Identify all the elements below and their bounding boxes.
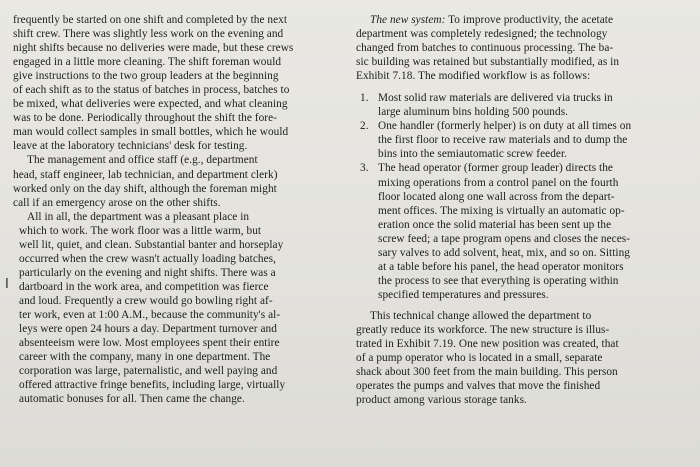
text-line: was to be done. Periodically throughout the shift the fore- bbox=[13, 112, 277, 125]
text-line: Most solid raw materials are delivered via trucks in bbox=[378, 92, 613, 105]
text-line: specified temperatures and pressures. bbox=[378, 288, 549, 301]
text-line: floor located along one wall across from the depart- bbox=[378, 190, 615, 203]
margin-pen-mark: I bbox=[5, 277, 9, 292]
text-line: head, staff engineer, lab technician, and department clerk) bbox=[13, 168, 278, 181]
text-line: of a pump operator who is located in a small, separate bbox=[356, 352, 603, 365]
text-line: operates the pumps and valves that move the finished bbox=[356, 380, 601, 393]
text-line: shift crew. There was slightly less work on the evening and bbox=[13, 28, 284, 41]
new-system-lead-in: The new system: bbox=[370, 14, 446, 26]
text-line: call if an emergency arose on the other shifts. bbox=[13, 196, 221, 209]
paragraph-shift-work bbox=[13, 13, 345, 153]
text-line: ment offices. The mixing is virtually an automatic op- bbox=[378, 204, 625, 217]
text-line: sic building was retained but substantially modified, as in bbox=[356, 56, 620, 69]
list-number: 3. bbox=[360, 162, 369, 175]
text-line: at a table before his panel, the head operator monitors bbox=[378, 260, 624, 273]
text-line: the process to see that everything is operating within bbox=[378, 274, 619, 287]
text-line: screw feed; a tape program opens and closes the neces- bbox=[378, 232, 631, 245]
text-line: engaged in a little more cleaning. The shift foreman would bbox=[13, 56, 282, 69]
text-line: frequently be started on one shift and completed by the next bbox=[13, 14, 288, 26]
workflow-step-2 bbox=[356, 119, 690, 161]
text-line: automatic bonuses for all. Then came the change. bbox=[19, 393, 245, 406]
paragraph-technical-change bbox=[356, 309, 690, 407]
text-line: All in all, the department was a pleasant place in bbox=[27, 210, 250, 223]
text-line: shack about 300 feet from the main building. This person bbox=[356, 366, 618, 379]
list-number: 1. bbox=[360, 92, 369, 105]
text-line: bins into the semiautomatic screw feeder. bbox=[378, 148, 568, 161]
text-line: be mixed, what deliveries were expected, and what cleaning bbox=[13, 98, 288, 111]
text-line: offered attractive fringe benefits, including large, virtually bbox=[19, 379, 286, 392]
text-line: mixing operations from a control panel on the fourth bbox=[378, 176, 619, 189]
text-line: corporation was large, paternalistic, and well paying and bbox=[19, 365, 278, 378]
text-line: occurred when the crew wasn't actually loading batches, bbox=[19, 252, 276, 265]
text-line: give instructions to the two group leaders at the beginning bbox=[13, 70, 279, 83]
text-line: department was completely redesigned; the technology bbox=[356, 28, 608, 41]
text-line: leys were open 24 hours a day. Department turnover and bbox=[19, 323, 277, 336]
text-line: sary valves to add solvent, heat, mix, and so on. Sitting bbox=[378, 246, 630, 259]
text-line: The management and office staff (e.g., department bbox=[27, 154, 258, 167]
text-line: which to work. The work floor was a little warm, but bbox=[19, 224, 262, 237]
text-line: night shifts because no deliveries were made, but these crews bbox=[13, 42, 294, 55]
text-line: ter work, even at 1:00 A.M., because the community's al- bbox=[19, 308, 281, 321]
list-number: 2. bbox=[360, 120, 369, 133]
text-line: and loud. Frequently a crew would go bowling right af- bbox=[19, 294, 273, 307]
text-run: To improve productivity, the acetate bbox=[445, 14, 614, 26]
text-line: greatly reduce its workforce. The new structure is illus- bbox=[356, 323, 610, 336]
text-line: Exhibit 7.18. The modified workflow is as follows: bbox=[356, 70, 591, 83]
paragraph-work-environment bbox=[13, 210, 345, 407]
paragraph-new-system bbox=[356, 13, 690, 83]
text-line: well lit, quiet, and clean. Substantial banter and horseplay bbox=[19, 238, 284, 251]
text-line: The head operator (former group leader) directs the bbox=[378, 162, 613, 175]
workflow-step-3 bbox=[356, 161, 690, 301]
left-column bbox=[13, 13, 345, 406]
text-line: man would collect samples in small bottles, which he would bbox=[13, 126, 289, 139]
text-line: worked only on the day shift, although the foreman might bbox=[13, 182, 277, 195]
text-line: This technical change allowed the department to bbox=[370, 309, 592, 322]
text-line: dartboard in the work area, and competition was fierce bbox=[19, 280, 269, 293]
workflow-step-1 bbox=[356, 91, 690, 119]
text-line: large aluminum bins holding 500 pounds. bbox=[378, 106, 569, 119]
text-line: leave at the laboratory technicians' desk for testing. bbox=[13, 140, 248, 153]
text-line: absenteeism were low. Most employees spent their entire bbox=[19, 337, 280, 350]
text-line bbox=[356, 13, 690, 27]
text-line: career with the company, many in one department. The bbox=[19, 351, 271, 364]
text-line: changed from batches to continuous processing. The ba- bbox=[356, 42, 614, 55]
text-line: trated in Exhibit 7.19. One new position was created, that bbox=[356, 338, 619, 351]
right-column bbox=[356, 13, 690, 407]
text-line: eration once the solid material has been sent up the bbox=[378, 218, 612, 231]
paragraph-management-staff bbox=[13, 153, 345, 209]
text-line: the first floor to receive raw materials and to dump the bbox=[378, 134, 628, 147]
text-line: particularly on the evening and night shifts. There was a bbox=[19, 266, 276, 279]
spacer bbox=[356, 302, 690, 309]
text-line: of each shift as to the status of batches in process, batches to bbox=[13, 84, 290, 97]
spacer bbox=[356, 83, 690, 91]
text-line: product among various storage tanks. bbox=[356, 394, 527, 407]
text-line: One handler (formerly helper) is on duty at all times on bbox=[378, 120, 632, 133]
